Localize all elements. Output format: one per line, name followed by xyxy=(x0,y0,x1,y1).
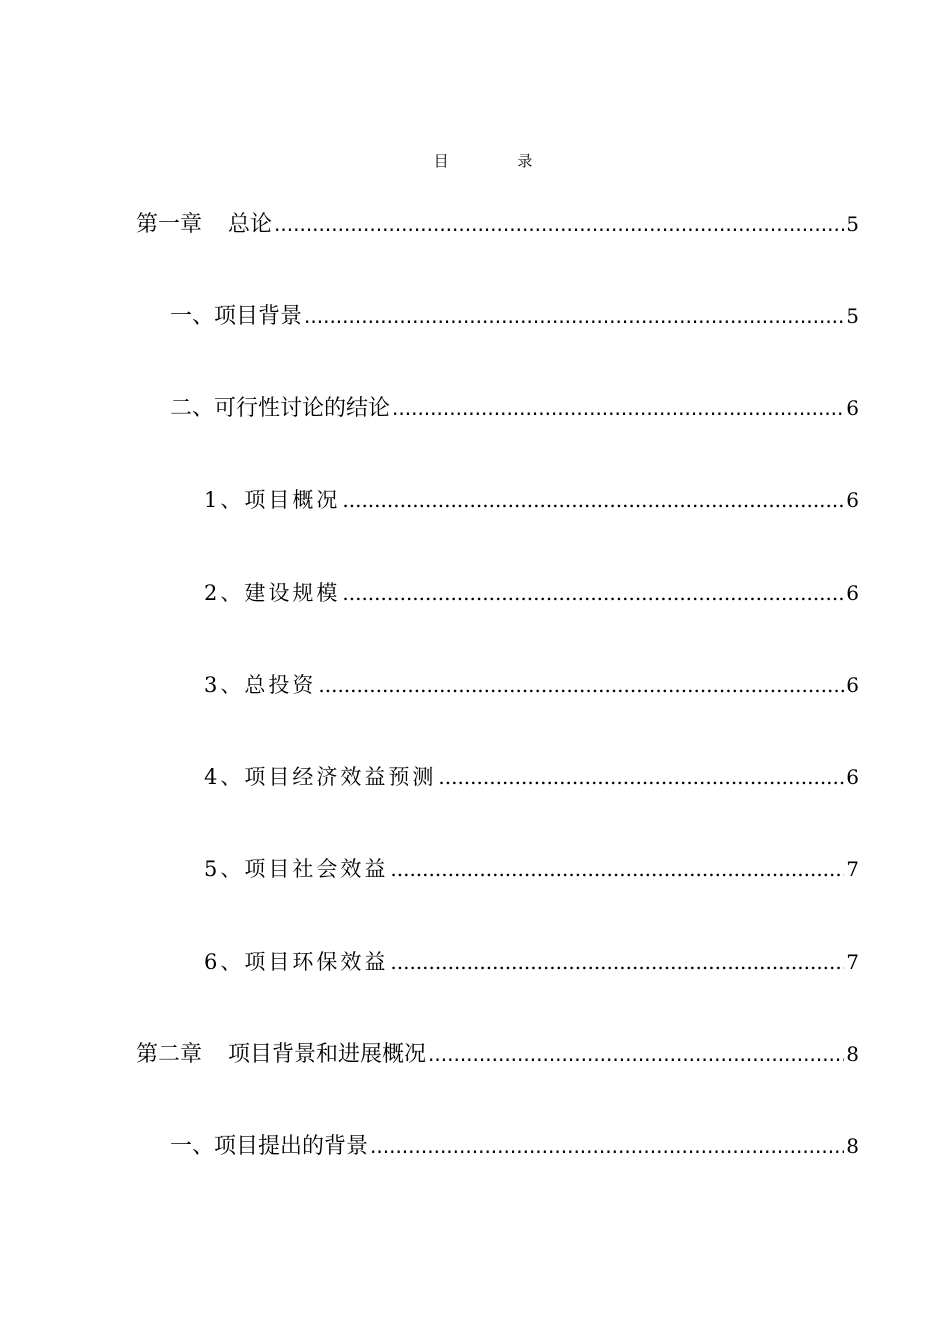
toc-entry-section[interactable] xyxy=(170,392,859,424)
toc-dot-leader xyxy=(392,392,844,424)
toc-entry-text xyxy=(136,1039,426,1071)
toc-page-number: 6 xyxy=(846,581,859,605)
toc-dot-leader xyxy=(304,300,844,332)
toc-entry-subsection[interactable] xyxy=(204,761,859,793)
toc-dot-leader xyxy=(428,1038,844,1070)
toc-title: 目 录 xyxy=(433,152,565,170)
toc-page-number: 8 xyxy=(846,1134,859,1158)
toc-entry-section[interactable] xyxy=(170,300,859,332)
toc-page-number: 6 xyxy=(846,765,859,789)
toc-entry-chapter-1[interactable] xyxy=(136,208,859,240)
toc-entry-subsection[interactable] xyxy=(204,946,859,978)
toc-entry-label: 二、可行性讨论的结论 xyxy=(170,396,391,421)
toc-page-number: 6 xyxy=(846,488,859,512)
toc-entry-label: 3、总投资 xyxy=(204,673,317,697)
toc-page-number: 7 xyxy=(846,950,859,974)
toc-entry-label: 6、项目环保效益 xyxy=(204,950,389,974)
toc-entry-number: 第二章 xyxy=(136,1042,203,1067)
toc-page-number: 6 xyxy=(846,673,859,697)
toc-page-number: 8 xyxy=(846,1042,859,1066)
toc-dot-leader xyxy=(318,669,844,701)
toc-page-number: 5 xyxy=(846,212,859,236)
toc-entry-label: 一、项目提出的背景 xyxy=(170,1134,369,1159)
toc-dot-leader xyxy=(438,761,844,793)
toc-dot-leader xyxy=(370,1130,844,1162)
toc-entry-label: 1、项目概况 xyxy=(204,488,341,512)
toc-dot-leader xyxy=(390,853,844,885)
toc-dot-leader xyxy=(390,946,844,978)
toc-entry-label: 2、建设规模 xyxy=(204,581,341,605)
toc-entry-text xyxy=(136,209,272,241)
toc-entry-label: 项目背景和进展概况 xyxy=(228,1042,427,1067)
toc-page-number: 6 xyxy=(846,396,859,420)
toc-entry-subsection[interactable] xyxy=(204,577,859,609)
toc-entry-label: 总论 xyxy=(228,212,273,237)
toc-entry-label: 5、项目社会效益 xyxy=(204,857,389,881)
toc-page-number: 7 xyxy=(846,857,859,881)
toc-entry-subsection[interactable] xyxy=(204,853,859,885)
toc-entry-label: 4、项目经济效益预测 xyxy=(204,765,437,789)
toc-entry-number: 第一章 xyxy=(136,212,203,237)
toc-dot-leader xyxy=(342,577,844,609)
toc-entry-chapter-2[interactable] xyxy=(136,1038,859,1070)
toc-entry-subsection[interactable] xyxy=(204,484,859,516)
toc-entry-label: 一、项目背景 xyxy=(170,304,303,329)
toc-page-number: 5 xyxy=(846,304,859,328)
toc-entry-subsection[interactable] xyxy=(204,669,859,701)
toc-dot-leader xyxy=(342,484,844,516)
toc-entry-section[interactable] xyxy=(170,1130,859,1162)
toc-dot-leader xyxy=(274,208,844,240)
